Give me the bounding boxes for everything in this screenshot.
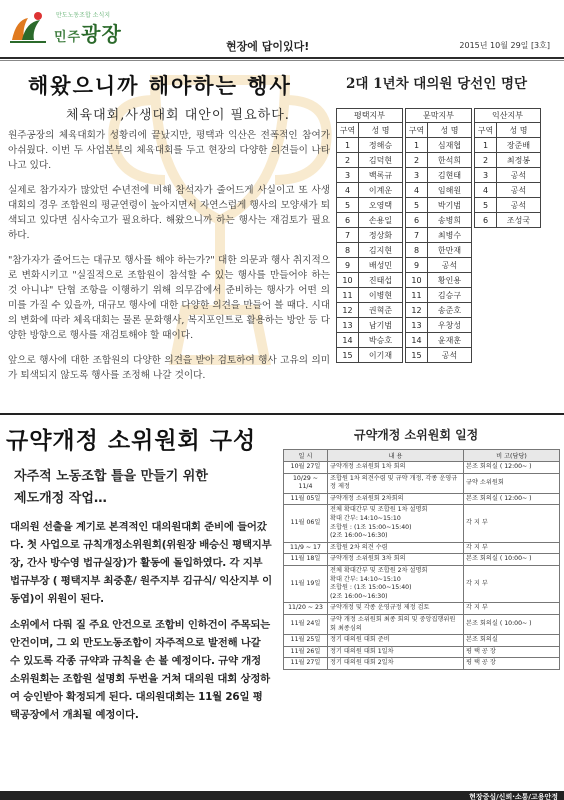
schedule-date: 11월 06일 <box>284 505 328 542</box>
roster-district: 13 <box>337 318 359 333</box>
roster-name: 백록규 <box>359 168 403 183</box>
roster-name: 정상화 <box>359 228 403 243</box>
schedule-date: 11월 19일 <box>284 565 328 602</box>
article2-body <box>10 518 272 732</box>
roster-name: 오영택 <box>359 198 403 213</box>
roster-district: 4 <box>475 183 497 198</box>
roster-name: 권혁준 <box>359 303 403 318</box>
footer-slogan: 현장중심/신뢰·소통/고용안정 <box>469 793 558 800</box>
roster-name: 이병현 <box>359 288 403 303</box>
roster-district: 3 <box>337 168 359 183</box>
schedule-note: 본조 회의실 ( 12:00~ ) <box>464 493 560 505</box>
roster-district: 13 <box>406 318 428 333</box>
roster-name: 한만재 <box>428 243 472 258</box>
roster-district: 14 <box>337 333 359 348</box>
roster-district: 14 <box>406 333 428 348</box>
schedule-content: 정기 대의원 대회 1일차 <box>328 646 464 658</box>
article1-title: 해왔으니까 해야하는 행사 <box>28 73 292 98</box>
roster-name: 공석 <box>497 198 541 213</box>
roster-name: 이계운 <box>359 183 403 198</box>
roster-name: 김승구 <box>428 288 472 303</box>
article1-subtitle: 체육대회,사생대회 대안이 필요하다. <box>66 108 290 123</box>
roster-name: 이기재 <box>359 348 403 363</box>
schedule-date: 11월 27일 <box>284 658 328 670</box>
schedule-note: 본조 회의실 ( 10:00~ ) <box>464 554 560 566</box>
roster-name: 황인용 <box>428 273 472 288</box>
roster-district: 7 <box>337 228 359 243</box>
schedule-content: 규약개정 소위원회 2차회의 <box>328 493 464 505</box>
schedule-content: 전체 확대간부 및 조합원 2차 설명회 확대 간부: 14:10~15:10 조합원 : (1조 15:00~15:40) (2조 16:00~16:30) <box>328 565 464 602</box>
schedule-row <box>284 542 560 554</box>
schedule-note: 본조 회의실 ( 10:00~ ) <box>464 614 560 634</box>
schedule-row <box>284 493 560 505</box>
roster-name: 윤재훈 <box>428 333 472 348</box>
schedule-col-date: 일 시 <box>284 450 328 462</box>
roster-district: 6 <box>475 213 497 228</box>
schedule-row <box>284 505 560 542</box>
schedule-note: 규약 소위원회 <box>464 473 560 493</box>
roster-district: 15 <box>337 348 359 363</box>
roster-district: 11 <box>406 288 428 303</box>
roster-row <box>337 198 541 213</box>
article2-paragraph: 소위에서 다뤄 질 주요 안건으로 조합비 인하건이 주목되는 안건이며, 그 외 만도노동조합이 자주적으로 발전해 나갈 수 있도록 각종 규약과 규칙을 손 볼 예정이다. 규약 개정 소위원회는 조합원 설명회 두번을 거쳐 대의원 대회 상정하여 승인받아 확정되게 된다. 대의원대회는 11월 26일 평택공장에서 개최될 예정이다. <box>10 619 271 721</box>
schedule-content: 규약개정 소위원회 1차 회의 <box>328 462 464 474</box>
schedule-row <box>284 635 560 647</box>
roster-row <box>337 138 541 153</box>
article1-paragraph: 실제로 참가자가 많았던 수년전에 비해 참석자가 줄어드게 사실이고 또 사생대회의 경우 조합원의 평균연령이 높아지면서 자연스럽게 행사의 모양새가 퇴색되고 있다면 심사숙고가 필요하다. 해왔으니까 하는 행사는 재검토가 필요하다. <box>8 185 330 241</box>
schedule-note: 본조 회의실 <box>464 635 560 647</box>
roster-name: 우창성 <box>428 318 472 333</box>
roster-district: 4 <box>337 183 359 198</box>
roster-name: 임해원 <box>428 183 472 198</box>
schedule-date: 11월 24일 <box>284 614 328 634</box>
article2-subtitle-line: 제도개정 작업… <box>14 491 107 506</box>
schedule-content: 조합원 2차 의견 수렴 <box>328 542 464 554</box>
article1-body <box>8 128 330 393</box>
article2-paragraph: 대의원 선출을 계기로 본격적인 대의원대회 준비에 들어갔다. 첫 사업으로 규칙개정소위원회(위원장 배승신 평택지부장, 간사 방수영 법규실장)가 활동에 돌입하였다. 각 지부 법규부장 ( 평택지부 최중훈/ 원주지부 김규식/ 익산지부 이동엽)이 위원이 된다. <box>10 521 272 605</box>
roster-district: 1 <box>406 138 428 153</box>
roster-row <box>337 333 541 348</box>
roster-row <box>337 168 541 183</box>
article1-paragraph: 앞으로 행사에 대한 조합원의 다양한 의견을 받아 검토하여 행사 고유의 의미가 퇴색되지 않도록 행사를 조정해 나갈 것이다. <box>8 355 330 381</box>
roster-col-number: 구역 <box>406 123 428 138</box>
roster-name: 김현태 <box>428 168 472 183</box>
roster-name: 박기범 <box>428 198 472 213</box>
roster-name: 송준호 <box>428 303 472 318</box>
article2-subtitle-line: 자주적 노동조합 틀을 만들기 위한 <box>14 469 208 484</box>
roster-name: 남기범 <box>359 318 403 333</box>
roster-district: 9 <box>337 258 359 273</box>
roster-group-header: 평택지부 <box>337 109 403 123</box>
slogan: 현장에 답이있다! <box>226 40 310 53</box>
schedule-row <box>284 565 560 602</box>
schedule-row <box>284 473 560 493</box>
schedule-row <box>284 462 560 474</box>
roster-district: 12 <box>406 303 428 318</box>
roster-row <box>337 213 541 228</box>
schedule-date: 11월 18일 <box>284 554 328 566</box>
roster-name: 배성민 <box>359 258 403 273</box>
schedule-content: 규약개정 소위원회 3차 회의 <box>328 554 464 566</box>
schedule-date: 11/9 ~ 17 <box>284 542 328 554</box>
roster-name: 최정봉 <box>497 153 541 168</box>
roster-name: 최병수 <box>428 228 472 243</box>
logo-title-main: 광장 <box>81 22 122 46</box>
roster-row <box>337 153 541 168</box>
schedule-date: 11/20 ~ 23 <box>284 603 328 615</box>
article1-paragraph: 원주공장의 체육대회가 성황리에 끝났지만, 평택과 익산은 전폭적인 참여가 아쉬웠다. 이번 두 사업본부의 체육대회를 두고 현장의 다양한 의견들이 나타나고 있다. <box>8 130 330 171</box>
roster-name: 조성국 <box>497 213 541 228</box>
logo-icon <box>8 10 48 46</box>
schedule-content: 규약개정 및 각종 운영규정 제정 검토 <box>328 603 464 615</box>
roster-name: 공석 <box>497 183 541 198</box>
roster-col-name: 성 명 <box>359 123 403 138</box>
schedule-note: 평 택 공 장 <box>464 646 560 658</box>
schedule-date: 11월 26일 <box>284 646 328 658</box>
schedule-row <box>284 614 560 634</box>
schedule-row <box>284 658 560 670</box>
roster-district: 1 <box>475 138 497 153</box>
schedule-date: 11월 05일 <box>284 493 328 505</box>
roster-district: 15 <box>406 348 428 363</box>
roster-district: 2 <box>475 153 497 168</box>
roster-district: 10 <box>406 273 428 288</box>
logo-title <box>54 18 122 47</box>
roster-district: 7 <box>406 228 428 243</box>
roster-name: 한석희 <box>428 153 472 168</box>
logo <box>8 6 138 50</box>
schedule-content: 조합원 1차 의견수렴 및 규약 개정, 각종 운영규정 제정 <box>328 473 464 493</box>
roster-district: 3 <box>406 168 428 183</box>
roster-name: 진태섭 <box>359 273 403 288</box>
article1-paragraph: "참가자가 줄어드는 대규모 행사를 해야 하는가?" 대한 의문과 행사 취지적으로 변화시키고 "실질적으로 조합원이 참석할 수 있는 행사를 만들어야 하는 것 아니냐" 단협 조항을 이행하기 위해 의무감에서 준비하는 행사가 어떤 의미를 가질 수 있을까, 대규모 행사에 대한 다양한 의견을 만들어 볼 때다. 시대의 변화에 따라 체육대회는 물론 문화행사, 복지포인트로 활용하는 방안 등 다양한 방향으로 행사를 재검토해야 할 때이다. <box>8 255 330 341</box>
schedule-content: 규약 개정 소위원회 최종 회의 및 중앙집행위원회 최종심의 <box>328 614 464 634</box>
roster-col-number: 구역 <box>337 123 359 138</box>
roster-name: 정해승 <box>359 138 403 153</box>
roster-district: 8 <box>337 243 359 258</box>
roster-row <box>337 288 541 303</box>
roster-row <box>337 228 541 243</box>
schedule-col-note: 비 고(담당) <box>464 450 560 462</box>
roster-district: 12 <box>337 303 359 318</box>
schedule-note: 각 지 부 <box>464 542 560 554</box>
article2-subtitle <box>14 466 208 510</box>
roster-row <box>337 303 541 318</box>
schedule-title: 규약개정 소위원회 일정 <box>354 428 479 442</box>
roster-group-header: 익산지부 <box>475 109 541 123</box>
roster-table <box>336 108 541 363</box>
roster-name: 공석 <box>497 168 541 183</box>
roster-row <box>337 258 541 273</box>
roster-district: 11 <box>337 288 359 303</box>
schedule-row <box>284 603 560 615</box>
article2-title: 규약개정 소위원회 구성 <box>6 427 257 454</box>
roster-row <box>337 243 541 258</box>
logo-subtitle: 만도노동조합 소식지 <box>56 12 111 19</box>
logo-title-small: 민주 <box>54 30 82 45</box>
section-divider <box>0 413 564 415</box>
schedule-content: 정기 대의원 대회 2일차 <box>328 658 464 670</box>
roster-col-number: 구역 <box>475 123 497 138</box>
schedule-note: 평 택 공 장 <box>464 658 560 670</box>
schedule-row <box>284 646 560 658</box>
schedule-table <box>283 449 560 670</box>
schedule-date: 11월 25일 <box>284 635 328 647</box>
roster-group-header: 문막지부 <box>406 109 472 123</box>
schedule-row <box>284 554 560 566</box>
roster-name: 손용일 <box>359 213 403 228</box>
roster-name: 김덕현 <box>359 153 403 168</box>
schedule-col-content: 내 용 <box>328 450 464 462</box>
roster-district: 5 <box>406 198 428 213</box>
roster-district: 9 <box>406 258 428 273</box>
masthead <box>0 0 564 62</box>
roster-district: 3 <box>475 168 497 183</box>
roster-district: 10 <box>337 273 359 288</box>
roster-name: 심재협 <box>428 138 472 153</box>
roster-district: 6 <box>337 213 359 228</box>
roster-name: 김지현 <box>359 243 403 258</box>
roster-name: 송병희 <box>428 213 472 228</box>
roster-name: 공석 <box>428 348 472 363</box>
roster-row <box>337 183 541 198</box>
schedule-content: 전체 확대간부 및 조합원 1차 설명회 확대 간부: 14:10~15:10 조합원 : (1조 15:00~15:40) (2조 16:00~16:30) <box>328 505 464 542</box>
schedule-note: 각 지 부 <box>464 505 560 542</box>
schedule-note: 본조 회의실 ( 12:00~ ) <box>464 462 560 474</box>
roster-title: 2대 1년차 대의원 당선인 명단 <box>346 76 528 92</box>
schedule-date: 10월 27일 <box>284 462 328 474</box>
schedule-content: 정기 대의원 대회 준비 <box>328 635 464 647</box>
roster-name: 공석 <box>428 258 472 273</box>
issue-dateline: 2015년 10월 29일 [3호] <box>459 41 550 50</box>
roster-district: 6 <box>406 213 428 228</box>
roster-col-name: 성 명 <box>428 123 472 138</box>
schedule-date: 10/29 ~ 11/4 <box>284 473 328 493</box>
roster-district: 1 <box>337 138 359 153</box>
roster-col-name: 성 명 <box>497 123 541 138</box>
schedule-note: 각 지 부 <box>464 565 560 602</box>
roster-name: 장준배 <box>497 138 541 153</box>
roster-row <box>337 318 541 333</box>
roster-district: 2 <box>337 153 359 168</box>
schedule-note: 각 지 부 <box>464 603 560 615</box>
roster-district: 8 <box>406 243 428 258</box>
roster-district: 5 <box>475 198 497 213</box>
roster-row <box>337 348 541 363</box>
roster-district: 4 <box>406 183 428 198</box>
roster-name: 박승호 <box>359 333 403 348</box>
roster-row <box>337 273 541 288</box>
header-divider <box>0 57 564 59</box>
roster-district: 5 <box>337 198 359 213</box>
roster-district: 2 <box>406 153 428 168</box>
